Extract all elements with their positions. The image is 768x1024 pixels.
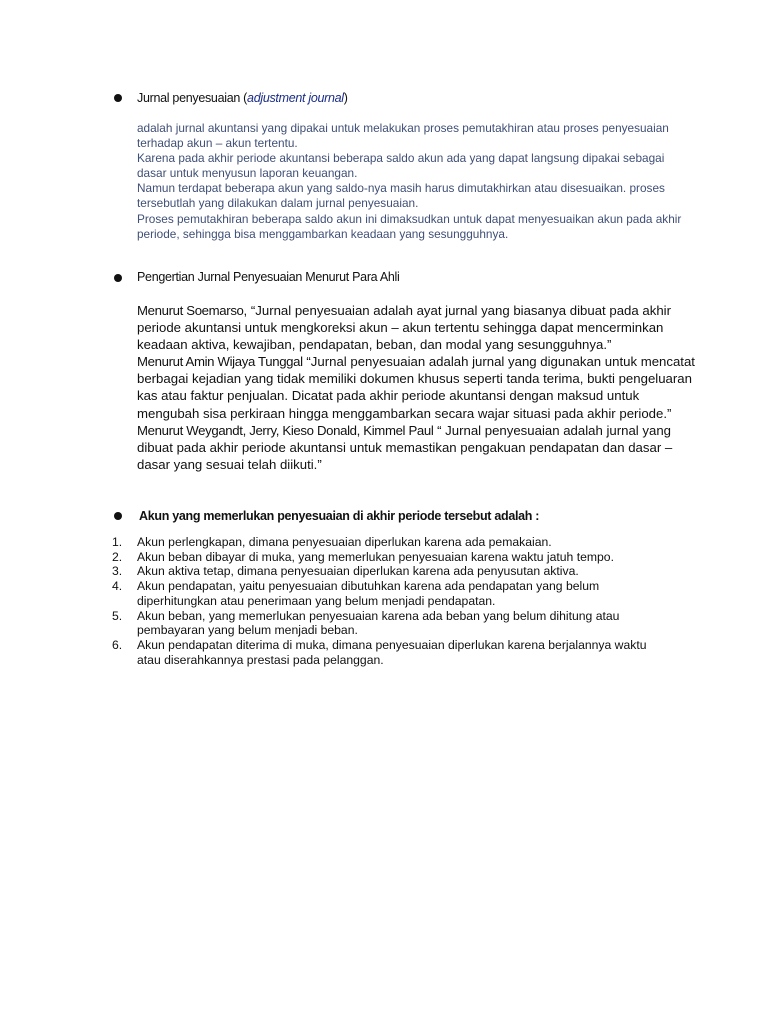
expert-text: , “Jurnal penyesuaian adalah ayat jurnal yang biasanya dibuat pada akhir periode akuntansi untuk mengkoreksi akun – akun tertentu sehingga dapat mencerminkan keadaan aktiva, kewajiban, pendapatan, beban, dan modal yang sesungguhnya.” [137,303,671,353]
section1-heading-prefix: Jurnal penyesuaian ( [137,91,248,105]
section1-body [137,121,697,242]
expert-definition [137,302,697,353]
section1-heading [137,91,348,105]
expert-name: Menurut Soemarso [137,303,244,318]
list-number: 4. [112,579,123,594]
list-number: 6. [112,637,123,652]
list-item [112,535,672,550]
list-text: Akun beban, yang memerlukan penyesuaian karena ada beban yang belum dihitung atau pembayaran yang belum menjadi beban. [137,608,620,638]
section2-heading: Pengertian Jurnal Penyesuaian Menurut Para Ahli [137,270,400,284]
experts-block [137,302,697,473]
section1-heading-italic: adjustment journal [247,91,344,105]
list-number: 5. [112,608,123,623]
list-text: Akun perlengkapan, dimana penyesuaian diperlukan karena ada pemakaian. [137,535,552,549]
list-text: Akun beban dibayar di muka, yang memerlukan penyesuaian karena waktu jatuh tempo. [137,549,614,564]
list-text: Akun pendapatan, yaitu penyesuaian dibutuhkan karena ada pendapatan yang belum diperhitungkan atau penerimaan yang belum menjadi pendapatan. [137,579,600,608]
list-number: 3. [112,564,123,579]
section1-paragraph: Proses pemutakhiran beberapa saldo akun ini dimaksudkan untuk dapat menyesuaikan akun pada akhir periode, sehingga bisa menggambarkan keadaan yang sesungguhnya. [137,211,682,241]
list-item [112,564,672,579]
section1-paragraph: Namun terdapat beberapa akun yang saldo-nya masih harus dimutakhirkan atau disesuaikan. proses tersebutlah yang dilakukan dalam jurnal penyesuaian. [137,181,665,211]
list-number: 2. [112,549,123,564]
section1-paragraph: adalah jurnal akuntansi yang dipakai untuk melakukan proses pemutakhiran atau proses penyesuaian terhadap akun – akun tertentu. [137,121,669,151]
list-number: 1. [112,535,123,549]
expert-text: “ Jurnal penyesuaian adalah jurnal yang dibuat pada akhir periode akuntansi untuk memastikan pengakuan pendapatan dan dasar – dasar yang sesuai telah diikuti.” [137,422,673,472]
expert-definition [137,353,697,421]
expert-name: Menurut Weygandt, Jerry, Kieso Donald, Kimmel Paul [137,422,434,438]
list-text: Akun pendapatan diterima di muka, dimana penyesuaian diperlukan karena berjalannya waktu atau diserahkannya prestasi pada pelanggan. [137,637,647,667]
list-item [112,579,672,608]
list-text: Akun aktiva tetap, dimana penyesuaian diperlukan karena ada penyusutan aktiva. [137,564,579,579]
list-item [112,638,672,667]
expert-text: “Jurnal penyesuaian adalah jurnal yang digunakan untuk mencatat berbagai kejadian yang tidak memiliki dokumen khusus seperti tanda terima, bukti pengeluaran kas atau faktur penjualan. Dicatat pada akhir periode akuntansi dengan maksud untuk mengubah sisa perkiraan hingga menggambarkan secara wajar situasi pada akhir periode.” [137,354,695,421]
expert-definition [137,422,697,473]
section1-paragraph: Karena pada akhir periode akuntansi beberapa saldo akun ada yang dapat langsung dipakai sebagai dasar untuk menyusun laporan keuangan. [137,151,665,181]
expert-name: Menurut Amin Wijaya Tunggal [137,354,303,370]
bullet-1 [114,94,122,102]
bullet-2 [114,274,122,282]
account-list [112,535,672,667]
section3-heading: Akun yang memerlukan penyesuaian di akhir periode tersebut adalah : [139,509,540,523]
bullet-3 [114,512,122,520]
section1-heading-suffix: ) [343,91,348,105]
list-item [112,550,672,565]
list-item [112,609,672,638]
